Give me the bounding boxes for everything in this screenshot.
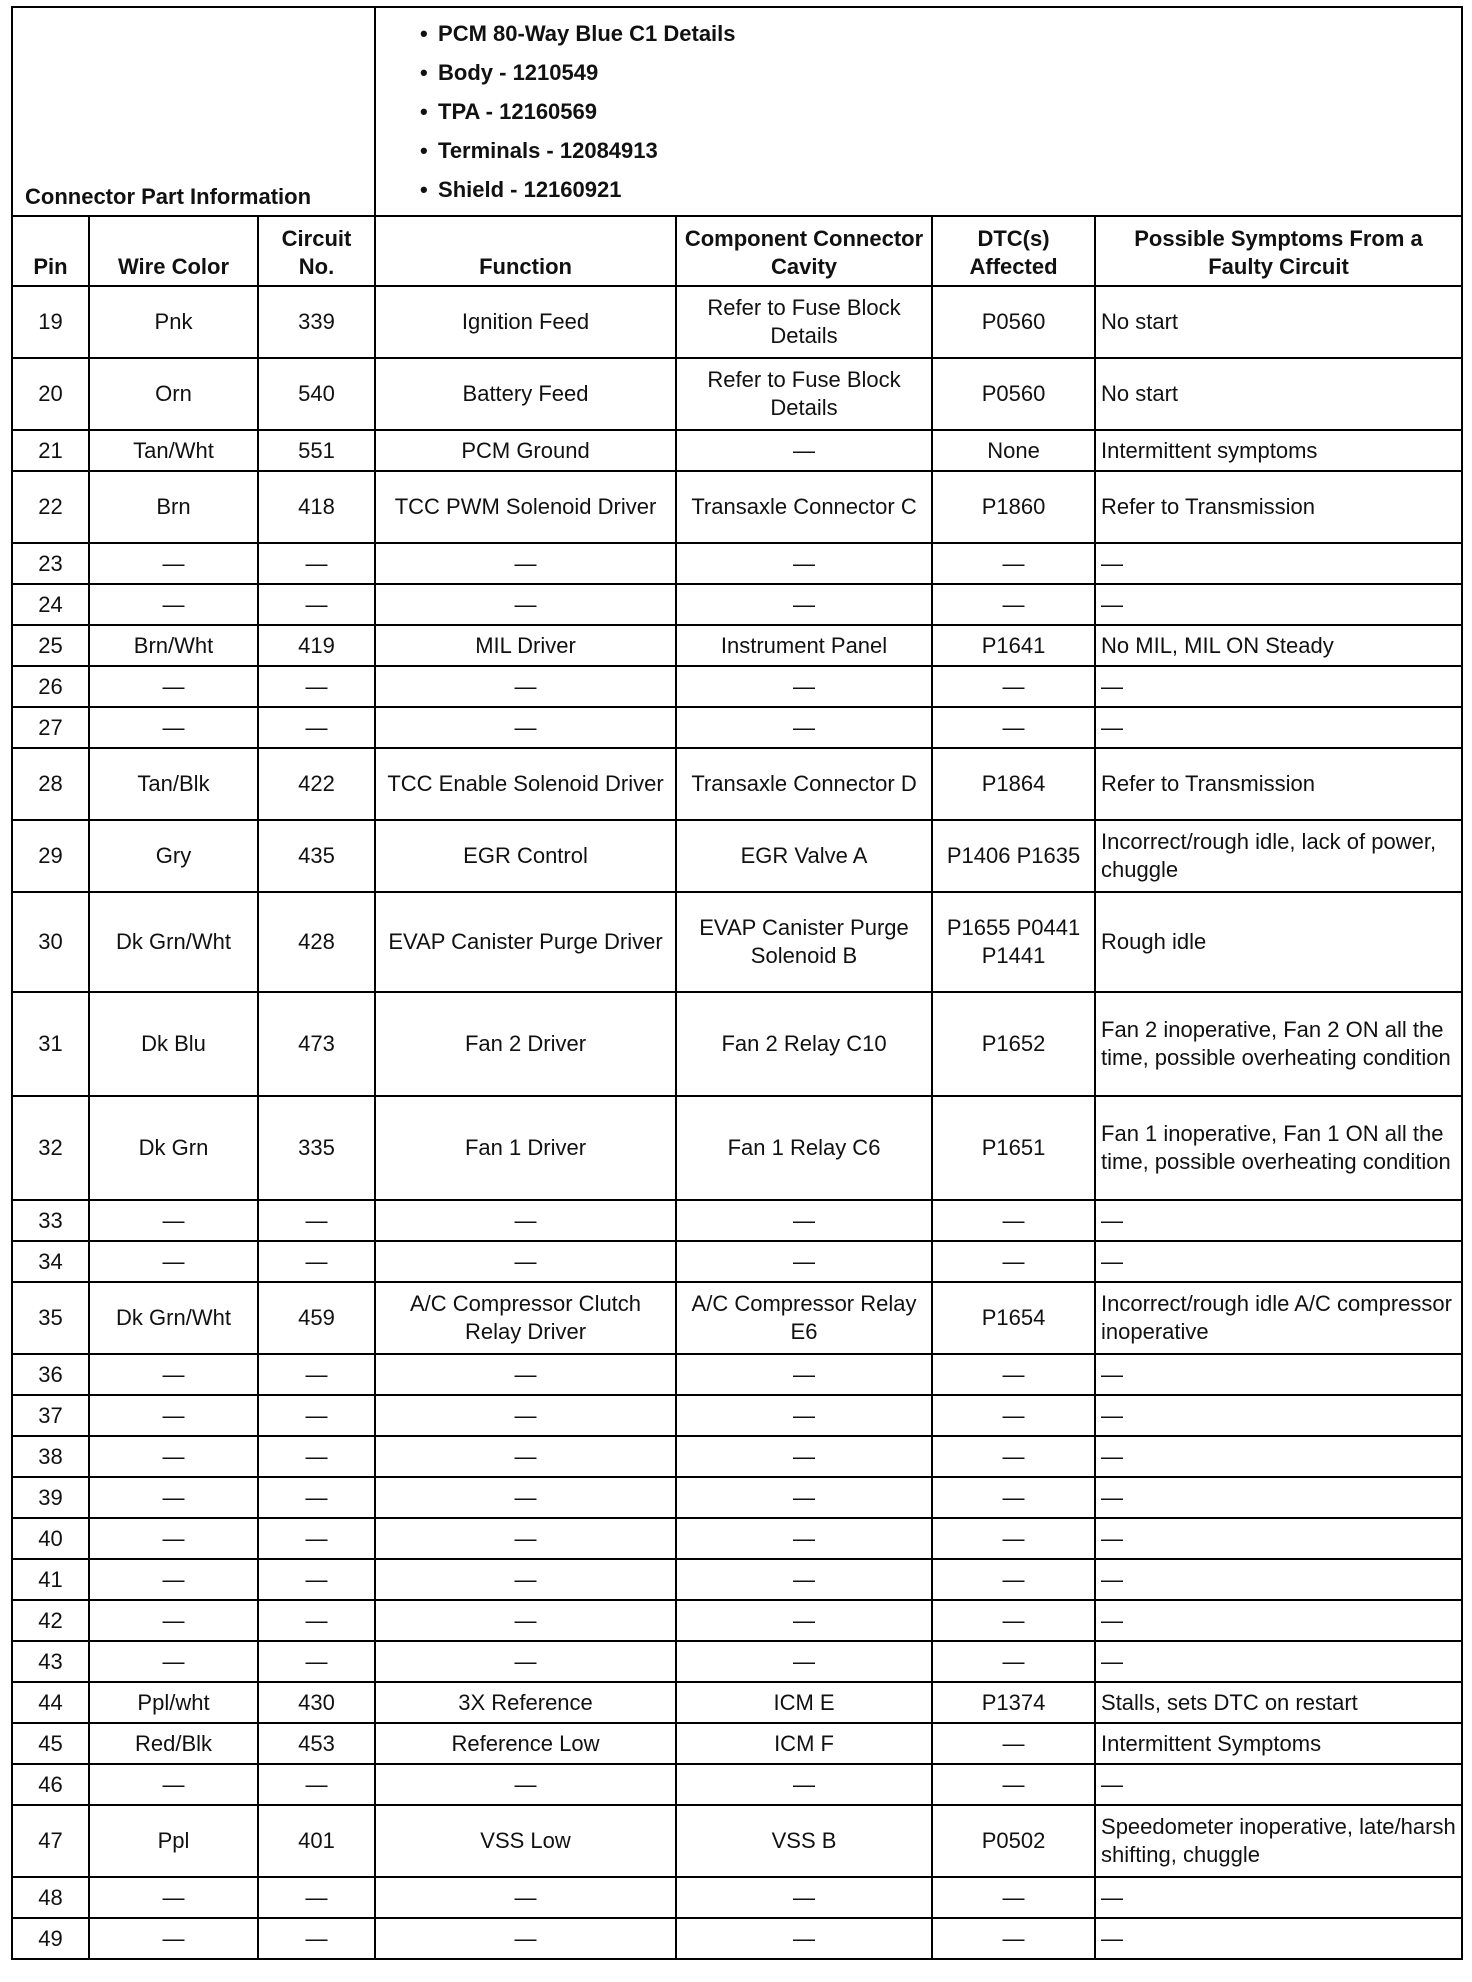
- header-dtc: DTC(s) Affected: [932, 216, 1095, 286]
- wire-color-cell: Brn/Wht: [89, 625, 258, 666]
- function-cell: MIL Driver: [375, 625, 676, 666]
- function-cell: —: [375, 1518, 676, 1559]
- function-cell: A/C Compressor Clutch Relay Driver: [375, 1282, 676, 1354]
- pin-cell: 29: [12, 820, 89, 892]
- table-row: [12, 1282, 1462, 1354]
- function-cell: —: [375, 1877, 676, 1918]
- symptom-cell: Refer to Transmission: [1095, 748, 1462, 820]
- symptom-cell: —: [1095, 1918, 1462, 1959]
- dtc-cell: —: [932, 1354, 1095, 1395]
- symptom-cell: No MIL, MIL ON Steady: [1095, 625, 1462, 666]
- function-cell: —: [375, 1241, 676, 1282]
- component-cell: Refer to Fuse Block Details: [676, 286, 932, 358]
- pin-cell: 44: [12, 1682, 89, 1723]
- wire-color-cell: Tan/Blk: [89, 748, 258, 820]
- circuit-cell: —: [258, 1764, 375, 1805]
- symptom-cell: No start: [1095, 286, 1462, 358]
- circuit-cell: 401: [258, 1805, 375, 1877]
- dtc-cell: —: [932, 1764, 1095, 1805]
- dtc-cell: P1860: [932, 471, 1095, 543]
- component-cell: —: [676, 1600, 932, 1641]
- table-row: [12, 358, 1462, 430]
- circuit-cell: —: [258, 584, 375, 625]
- pin-cell: 48: [12, 1877, 89, 1918]
- function-cell: —: [375, 543, 676, 584]
- function-cell: —: [375, 1477, 676, 1518]
- dtc-cell: P1406 P1635: [932, 820, 1095, 892]
- table-row: [12, 1641, 1462, 1682]
- pin-cell: 19: [12, 286, 89, 358]
- dtc-cell: P1655 P0441 P1441: [932, 892, 1095, 992]
- component-cell: —: [676, 543, 932, 584]
- header-pin: Pin: [12, 216, 89, 286]
- pin-cell: 34: [12, 1241, 89, 1282]
- table-row: [12, 666, 1462, 707]
- symptom-cell: —: [1095, 1436, 1462, 1477]
- pin-cell: 22: [12, 471, 89, 543]
- wire-color-cell: —: [89, 1559, 258, 1600]
- circuit-cell: —: [258, 1559, 375, 1600]
- table-row: [12, 748, 1462, 820]
- function-cell: VSS Low: [375, 1805, 676, 1877]
- pin-cell: 30: [12, 892, 89, 992]
- wire-color-cell: —: [89, 584, 258, 625]
- circuit-cell: —: [258, 1600, 375, 1641]
- pin-cell: 38: [12, 1436, 89, 1477]
- dtc-cell: —: [932, 1518, 1095, 1559]
- wire-color-cell: Ppl/wht: [89, 1682, 258, 1723]
- table-body: [12, 286, 1462, 1959]
- function-cell: —: [375, 584, 676, 625]
- pin-cell: 31: [12, 992, 89, 1096]
- symptom-cell: —: [1095, 1518, 1462, 1559]
- pin-cell: 46: [12, 1764, 89, 1805]
- circuit-cell: 419: [258, 625, 375, 666]
- pin-cell: 40: [12, 1518, 89, 1559]
- component-cell: —: [676, 430, 932, 471]
- wire-color-cell: Dk Grn/Wht: [89, 1282, 258, 1354]
- function-cell: TCC PWM Solenoid Driver: [375, 471, 676, 543]
- pin-cell: 35: [12, 1282, 89, 1354]
- wire-color-cell: —: [89, 1764, 258, 1805]
- pin-cell: 27: [12, 707, 89, 748]
- function-cell: —: [375, 1436, 676, 1477]
- table-row: [12, 1805, 1462, 1877]
- wire-color-cell: Brn: [89, 471, 258, 543]
- circuit-cell: —: [258, 1518, 375, 1559]
- symptom-cell: —: [1095, 1477, 1462, 1518]
- pin-cell: 33: [12, 1200, 89, 1241]
- wire-color-cell: —: [89, 666, 258, 707]
- symptom-cell: Intermittent symptoms: [1095, 430, 1462, 471]
- table-row: [12, 1682, 1462, 1723]
- pin-cell: 32: [12, 1096, 89, 1200]
- component-cell: —: [676, 1518, 932, 1559]
- wire-color-cell: —: [89, 1641, 258, 1682]
- pin-cell: 49: [12, 1918, 89, 1959]
- circuit-cell: —: [258, 1395, 375, 1436]
- circuit-cell: —: [258, 543, 375, 584]
- symptom-cell: Speedometer inoperative, late/harsh shifting, chuggle: [1095, 1805, 1462, 1877]
- symptom-cell: —: [1095, 1600, 1462, 1641]
- circuit-cell: —: [258, 666, 375, 707]
- circuit-cell: 422: [258, 748, 375, 820]
- dtc-cell: P1641: [932, 625, 1095, 666]
- table-row: [12, 625, 1462, 666]
- symptom-cell: Incorrect/rough idle, lack of power, chuggle: [1095, 820, 1462, 892]
- table-row: [12, 1200, 1462, 1241]
- function-cell: —: [375, 1354, 676, 1395]
- component-cell: ICM F: [676, 1723, 932, 1764]
- dtc-cell: —: [932, 1477, 1095, 1518]
- dtc-cell: —: [932, 584, 1095, 625]
- symptom-cell: —: [1095, 1641, 1462, 1682]
- symptom-cell: —: [1095, 584, 1462, 625]
- dtc-cell: P1864: [932, 748, 1095, 820]
- pin-cell: 26: [12, 666, 89, 707]
- function-cell: —: [375, 1600, 676, 1641]
- pin-cell: 37: [12, 1395, 89, 1436]
- pin-cell: 45: [12, 1723, 89, 1764]
- wire-color-cell: Tan/Wht: [89, 430, 258, 471]
- component-cell: Transaxle Connector C: [676, 471, 932, 543]
- pin-cell: 20: [12, 358, 89, 430]
- function-cell: Battery Feed: [375, 358, 676, 430]
- component-cell: —: [676, 1477, 932, 1518]
- symptom-cell: Rough idle: [1095, 892, 1462, 992]
- component-cell: —: [676, 1436, 932, 1477]
- symptom-cell: Refer to Transmission: [1095, 471, 1462, 543]
- function-cell: Ignition Feed: [375, 286, 676, 358]
- table-row: [12, 1918, 1462, 1959]
- pin-cell: 23: [12, 543, 89, 584]
- component-cell: —: [676, 584, 932, 625]
- table-row: [12, 1241, 1462, 1282]
- detail-item: • Body - 1210549: [420, 60, 599, 85]
- component-cell: —: [676, 1877, 932, 1918]
- symptom-cell: Stalls, sets DTC on restart: [1095, 1682, 1462, 1723]
- wire-color-cell: —: [89, 1354, 258, 1395]
- circuit-cell: —: [258, 707, 375, 748]
- detail-item: • TPA - 12160569: [420, 99, 597, 124]
- component-cell: Instrument Panel: [676, 625, 932, 666]
- component-cell: VSS B: [676, 1805, 932, 1877]
- circuit-cell: —: [258, 1877, 375, 1918]
- component-cell: Transaxle Connector D: [676, 748, 932, 820]
- table-row: [12, 820, 1462, 892]
- circuit-cell: —: [258, 1477, 375, 1518]
- column-header-row: [12, 216, 1462, 286]
- connector-document: [11, 6, 1461, 1960]
- circuit-cell: 418: [258, 471, 375, 543]
- wire-color-cell: —: [89, 707, 258, 748]
- dtc-cell: P1654: [932, 1282, 1095, 1354]
- symptom-cell: Fan 1 inoperative, Fan 1 ON all the time, possible overheating condition: [1095, 1096, 1462, 1200]
- wire-color-cell: Dk Blu: [89, 992, 258, 1096]
- table-row: [12, 543, 1462, 584]
- circuit-cell: 428: [258, 892, 375, 992]
- dtc-cell: —: [932, 1918, 1095, 1959]
- table-row: [12, 471, 1462, 543]
- table-row: [12, 286, 1462, 358]
- connector-part-info-label: Connector Part Information: [12, 7, 375, 216]
- dtc-cell: —: [932, 1559, 1095, 1600]
- circuit-cell: —: [258, 1436, 375, 1477]
- circuit-cell: —: [258, 1918, 375, 1959]
- circuit-cell: 453: [258, 1723, 375, 1764]
- circuit-cell: 335: [258, 1096, 375, 1200]
- pin-cell: 36: [12, 1354, 89, 1395]
- component-cell: EGR Valve A: [676, 820, 932, 892]
- circuit-cell: 473: [258, 992, 375, 1096]
- function-cell: EVAP Canister Purge Driver: [375, 892, 676, 992]
- function-cell: —: [375, 1395, 676, 1436]
- table-row: [12, 1436, 1462, 1477]
- component-cell: —: [676, 1395, 932, 1436]
- symptom-cell: —: [1095, 1764, 1462, 1805]
- dtc-cell: P0560: [932, 286, 1095, 358]
- table-row: [12, 707, 1462, 748]
- symptom-cell: —: [1095, 1354, 1462, 1395]
- dtc-cell: P1651: [932, 1096, 1095, 1200]
- function-cell: —: [375, 1918, 676, 1959]
- wire-color-cell: Ppl: [89, 1805, 258, 1877]
- table-row: [12, 1559, 1462, 1600]
- pin-cell: 28: [12, 748, 89, 820]
- dtc-cell: —: [932, 1436, 1095, 1477]
- function-cell: —: [375, 1641, 676, 1682]
- circuit-cell: 551: [258, 430, 375, 471]
- wire-color-cell: Dk Grn: [89, 1096, 258, 1200]
- pin-cell: 41: [12, 1559, 89, 1600]
- circuit-cell: —: [258, 1354, 375, 1395]
- component-cell: —: [676, 1354, 932, 1395]
- circuit-cell: 430: [258, 1682, 375, 1723]
- component-cell: —: [676, 666, 932, 707]
- header-component: Component Connector Cavity: [676, 216, 932, 286]
- component-cell: —: [676, 1764, 932, 1805]
- dtc-cell: —: [932, 1241, 1095, 1282]
- pin-cell: 21: [12, 430, 89, 471]
- symptom-cell: —: [1095, 1241, 1462, 1282]
- wire-color-cell: —: [89, 1600, 258, 1641]
- table-row: [12, 1764, 1462, 1805]
- symptom-cell: —: [1095, 543, 1462, 584]
- function-cell: 3X Reference: [375, 1682, 676, 1723]
- symptom-cell: Intermittent Symptoms: [1095, 1723, 1462, 1764]
- wire-color-cell: Dk Grn/Wht: [89, 892, 258, 992]
- wire-color-cell: —: [89, 1436, 258, 1477]
- component-cell: Refer to Fuse Block Details: [676, 358, 932, 430]
- pin-cell: 42: [12, 1600, 89, 1641]
- component-cell: EVAP Canister Purge Solenoid B: [676, 892, 932, 992]
- symptom-cell: Incorrect/rough idle A/C compressor inoperative: [1095, 1282, 1462, 1354]
- wire-color-cell: —: [89, 1477, 258, 1518]
- component-cell: Fan 1 Relay C6: [676, 1096, 932, 1200]
- function-cell: Reference Low: [375, 1723, 676, 1764]
- table-row: [12, 1096, 1462, 1200]
- wire-color-cell: —: [89, 1877, 258, 1918]
- circuit-cell: 459: [258, 1282, 375, 1354]
- symptom-cell: —: [1095, 1395, 1462, 1436]
- symptom-cell: —: [1095, 1200, 1462, 1241]
- pinout-table: [11, 6, 1463, 1960]
- wire-color-cell: —: [89, 543, 258, 584]
- circuit-cell: 435: [258, 820, 375, 892]
- header-function: Function: [375, 216, 676, 286]
- dtc-cell: —: [932, 1200, 1095, 1241]
- function-cell: EGR Control: [375, 820, 676, 892]
- table-row: [12, 1518, 1462, 1559]
- component-cell: ICM E: [676, 1682, 932, 1723]
- pin-cell: 25: [12, 625, 89, 666]
- function-cell: TCC Enable Solenoid Driver: [375, 748, 676, 820]
- function-cell: —: [375, 707, 676, 748]
- dtc-cell: P0560: [932, 358, 1095, 430]
- wire-color-cell: Pnk: [89, 286, 258, 358]
- symptom-cell: Fan 2 inoperative, Fan 2 ON all the time, possible overheating condition: [1095, 992, 1462, 1096]
- table-row: [12, 1877, 1462, 1918]
- function-cell: —: [375, 1764, 676, 1805]
- table-row: [12, 992, 1462, 1096]
- dtc-cell: —: [932, 543, 1095, 584]
- wire-color-cell: Red/Blk: [89, 1723, 258, 1764]
- wire-color-cell: Orn: [89, 358, 258, 430]
- table-row: [12, 1600, 1462, 1641]
- circuit-cell: —: [258, 1200, 375, 1241]
- function-cell: PCM Ground: [375, 430, 676, 471]
- component-cell: —: [676, 1641, 932, 1682]
- header-symptoms: Possible Symptoms From a Faulty Circuit: [1095, 216, 1462, 286]
- circuit-cell: 540: [258, 358, 375, 430]
- component-cell: —: [676, 1241, 932, 1282]
- circuit-cell: —: [258, 1641, 375, 1682]
- wire-color-cell: —: [89, 1395, 258, 1436]
- component-cell: A/C Compressor Relay E6: [676, 1282, 932, 1354]
- table-row: [12, 1477, 1462, 1518]
- header-circuit: Circuit No.: [258, 216, 375, 286]
- table-row: [12, 1723, 1462, 1764]
- dtc-cell: —: [932, 1723, 1095, 1764]
- table-row: [12, 1395, 1462, 1436]
- function-cell: —: [375, 1559, 676, 1600]
- dtc-cell: —: [932, 666, 1095, 707]
- table-row: [12, 1354, 1462, 1395]
- table-row: [12, 892, 1462, 992]
- wire-color-cell: —: [89, 1918, 258, 1959]
- table-row: [12, 430, 1462, 471]
- function-cell: Fan 2 Driver: [375, 992, 676, 1096]
- component-cell: —: [676, 707, 932, 748]
- wire-color-cell: —: [89, 1241, 258, 1282]
- dtc-cell: —: [932, 1877, 1095, 1918]
- pin-cell: 47: [12, 1805, 89, 1877]
- circuit-cell: 339: [258, 286, 375, 358]
- component-cell: —: [676, 1200, 932, 1241]
- function-cell: —: [375, 1200, 676, 1241]
- pin-cell: 39: [12, 1477, 89, 1518]
- symptom-cell: No start: [1095, 358, 1462, 430]
- dtc-cell: P0502: [932, 1805, 1095, 1877]
- symptom-cell: —: [1095, 1877, 1462, 1918]
- connector-info-row: [12, 7, 1462, 216]
- dtc-cell: P1374: [932, 1682, 1095, 1723]
- symptom-cell: —: [1095, 707, 1462, 748]
- circuit-cell: —: [258, 1241, 375, 1282]
- symptom-cell: —: [1095, 1559, 1462, 1600]
- dtc-cell: None: [932, 430, 1095, 471]
- dtc-cell: —: [932, 1641, 1095, 1682]
- dtc-cell: P1652: [932, 992, 1095, 1096]
- connector-details-list: [375, 7, 1462, 216]
- wire-color-cell: —: [89, 1200, 258, 1241]
- wire-color-cell: Gry: [89, 820, 258, 892]
- header-wire-color: Wire Color: [89, 216, 258, 286]
- function-cell: —: [375, 666, 676, 707]
- wire-color-cell: —: [89, 1518, 258, 1559]
- component-cell: Fan 2 Relay C10: [676, 992, 932, 1096]
- symptom-cell: —: [1095, 666, 1462, 707]
- detail-item: • PCM 80-Way Blue C1 Details: [420, 21, 736, 46]
- dtc-cell: —: [932, 707, 1095, 748]
- table-row: [12, 584, 1462, 625]
- dtc-cell: —: [932, 1395, 1095, 1436]
- component-cell: —: [676, 1559, 932, 1600]
- detail-item: • Terminals - 12084913: [420, 138, 658, 163]
- detail-item: • Shield - 12160921: [420, 177, 622, 202]
- component-cell: —: [676, 1918, 932, 1959]
- dtc-cell: —: [932, 1600, 1095, 1641]
- pin-cell: 24: [12, 584, 89, 625]
- pin-cell: 43: [12, 1641, 89, 1682]
- function-cell: Fan 1 Driver: [375, 1096, 676, 1200]
